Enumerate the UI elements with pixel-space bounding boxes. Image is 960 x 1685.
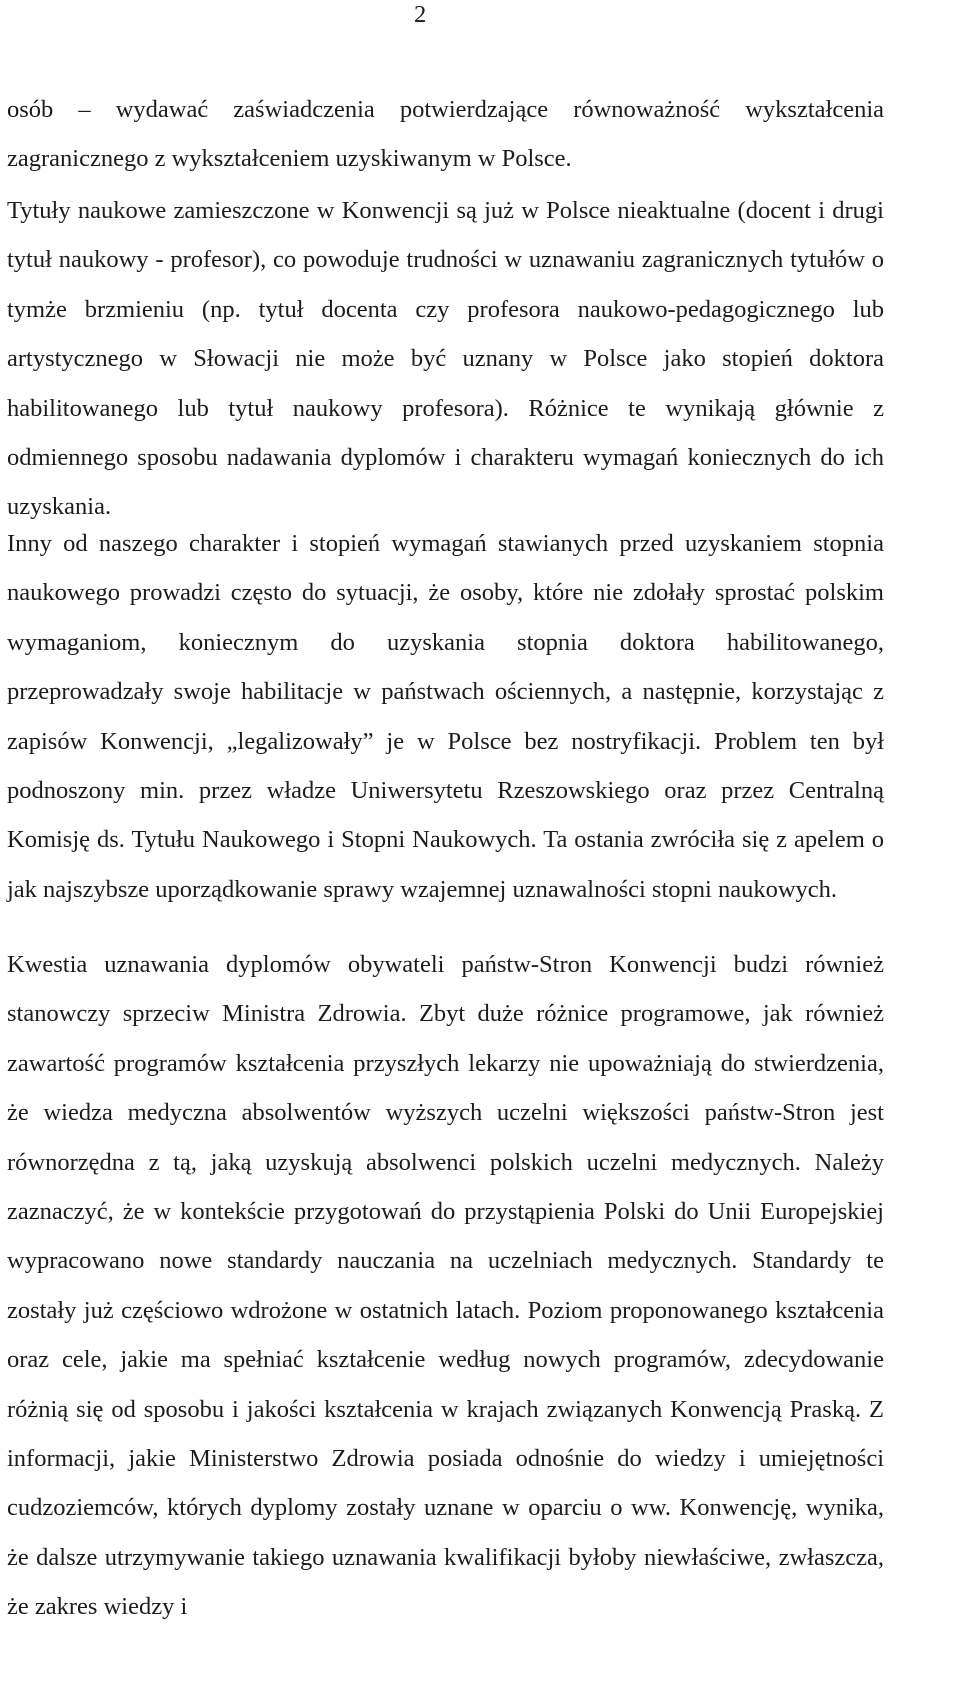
paragraph-2: Tytuły naukowe zamieszczone w Konwencji są już w Polsce nieaktualne (docent i drugi tytuł naukowy - profesor), co powoduje trudności w uznawaniu zagranicznych tytułów o tymże brzmieniu (np. tytuł docenta czy profesora naukowo-pedagogicznego lub artystycznego w Słowacji nie może być uznany w Polsce jako stopień doktora habilitowanego lub tytuł naukowy profesora). Różnice te wynikają głównie z odmiennego sposobu nadawania dyplomów i charakteru wymagań koniecznych do ich uzyskania. xyxy=(7,197,884,521)
paragraph-1: osób – wydawać zaświadczenia potwierdzające równoważność wykształcenia zagranicznego z wykształceniem uzyskiwanym w Polsce. xyxy=(7,96,884,173)
page-number: 2 xyxy=(414,1,427,28)
paragraph-4: Kwestia uznawania dyplomów obywateli państw-Stron Konwencji budzi również stanowczy sprzeciw Ministra Zdrowia. Zbyt duże różnice programowe, jak również zawartość programów kształcenia przyszłych lekarzy nie upoważniają do stwierdzenia, że wiedza medyczna absolwentów wyższych uczelni większości państw-Stron jest równorzędna z tą, jaką uzyskują absolwenci polskich uczelni medycznych. Należy zaznaczyć, że w kontekście przygotowań do przystąpienia Polski do Unii Europejskiej wypracowano nowe standardy nauczania na uczelniach medycznych. Standardy te zostały już częściowo wdrożone w ostatnich latach. Poziom proponowanego kształcenia oraz cele, jakie ma spełniać kształcenie według nowych programów, zdecydowanie różnią się od sposobu i jakości kształcenia w krajach związanych Konwencją Praską. Z informacji, jakie Ministerstwo Zdrowia posiada odnośnie do wiedzy i umiejętności cudzoziemców, których dyplomy zostały uznane w oparciu o ww. Konwencję, wynika, że dalsze utrzymywanie takiego uznawania kwalifikacji byłoby niewłaściwe, zwłaszcza, że zakres wiedzy i xyxy=(7,951,884,1621)
paragraph-3: Inny od naszego charakter i stopień wymagań stawianych przed uzyskaniem stopnia naukowego prowadzi często do sytuacji, że osoby, które nie zdołały sprostać polskim wymaganiom, koniecznym do uzyskania stopnia doktora habilitowanego, przeprowadzały swoje habilitacje w państwach ościennych, a następnie, korzystając z zapisów Konwencji, „legalizowały” je w Polsce bez nostryfikacji. Problem ten był podnoszony min. przez władze Uniwersytetu Rzeszowskiego oraz przez Centralną Komisję ds. Tytułu Naukowego i Stopni Naukowych. Ta ostania zwróciła się z apelem o jak najszybsze uporządkowanie sprawy wzajemnej uznawalności stopni naukowych. xyxy=(7,530,884,903)
